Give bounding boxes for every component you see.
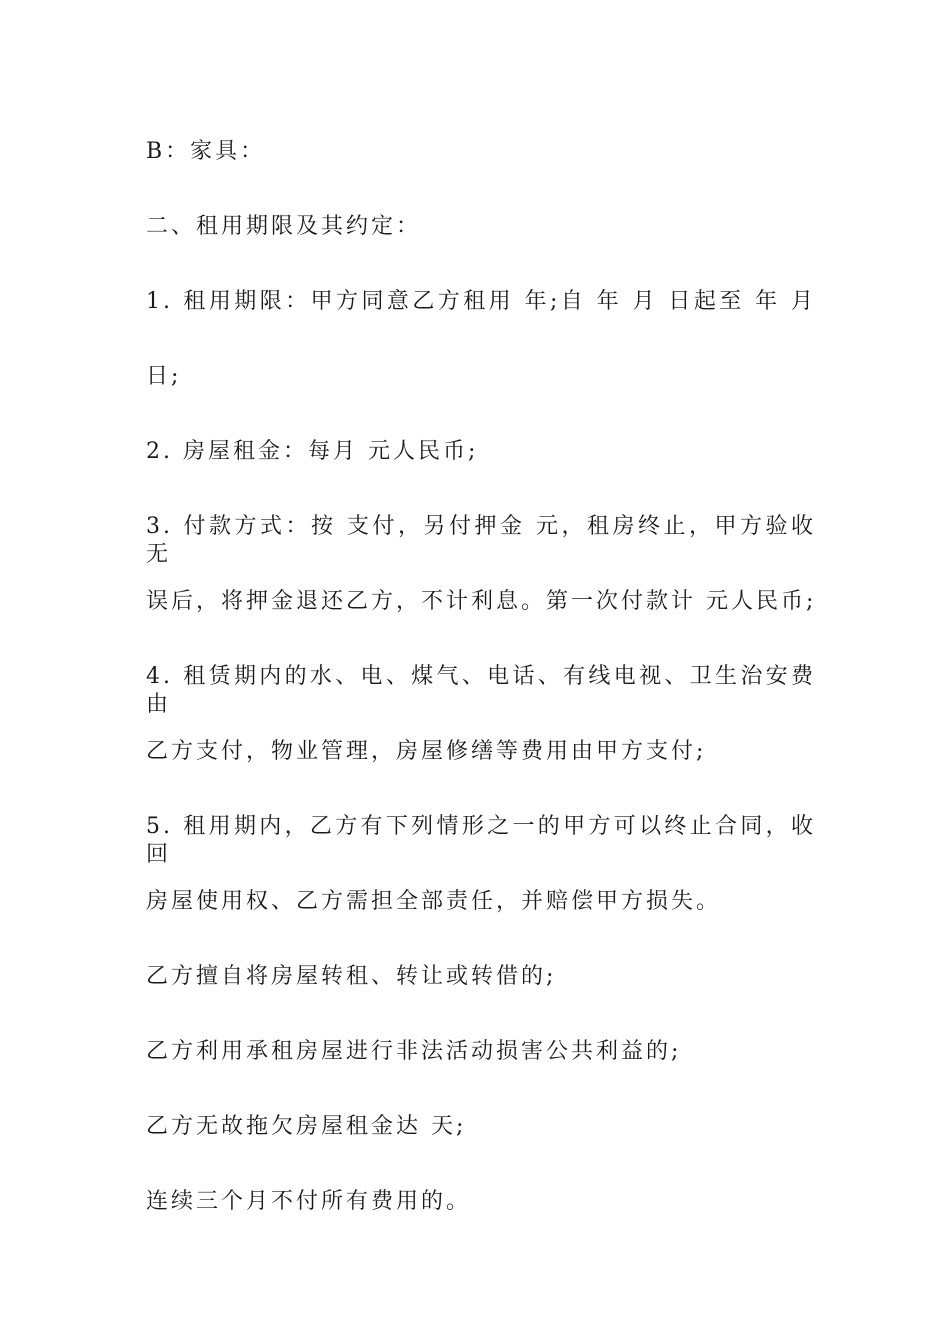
text-line-term-3-cont: 误后，将押金退还乙方，不计利息。第一次付款计 元人民币;	[146, 589, 817, 614]
text-line-furniture: B：家具：	[146, 139, 266, 164]
text-line-condition-arrears: 乙方无故拖欠房屋租金达 天;	[146, 1114, 467, 1139]
text-line-term-4: 4. 租赁期内的水、电、煤气、电话、有线电视、卫生治安费由	[146, 664, 816, 717]
text-line-section-two-heading: 二、租用期限及其约定：	[146, 214, 422, 239]
text-line-condition-fees: 连续三个月不付所有费用的。	[146, 1189, 472, 1214]
text-line-condition-sublet: 乙方擅自将房屋转租、转让或转借的;	[146, 964, 557, 989]
text-line-term-1-cont: 日;	[146, 364, 182, 389]
text-line-term-1: 1. 租用期限：甲方同意乙方租用 年;自 年 月 日起至 年 月	[146, 289, 816, 314]
text-line-term-2: 2. 房屋租金：每月 元人民币;	[146, 439, 479, 464]
text-line-term-4-cont: 乙方支付，物业管理，房屋修缮等费用由甲方支付;	[146, 739, 707, 764]
text-line-term-5-cont: 房屋使用权、乙方需担全部责任，并赔偿甲方损失。	[146, 889, 722, 914]
text-line-term-3: 3. 付款方式：按 支付，另付押金 元，租房终止，甲方验收无	[146, 514, 816, 567]
text-line-term-5: 5. 租用期内，乙方有下列情形之一的甲方可以终止合同，收回	[146, 814, 816, 867]
text-line-condition-illegal: 乙方利用承租房屋进行非法活动损害公共利益的;	[146, 1039, 682, 1064]
